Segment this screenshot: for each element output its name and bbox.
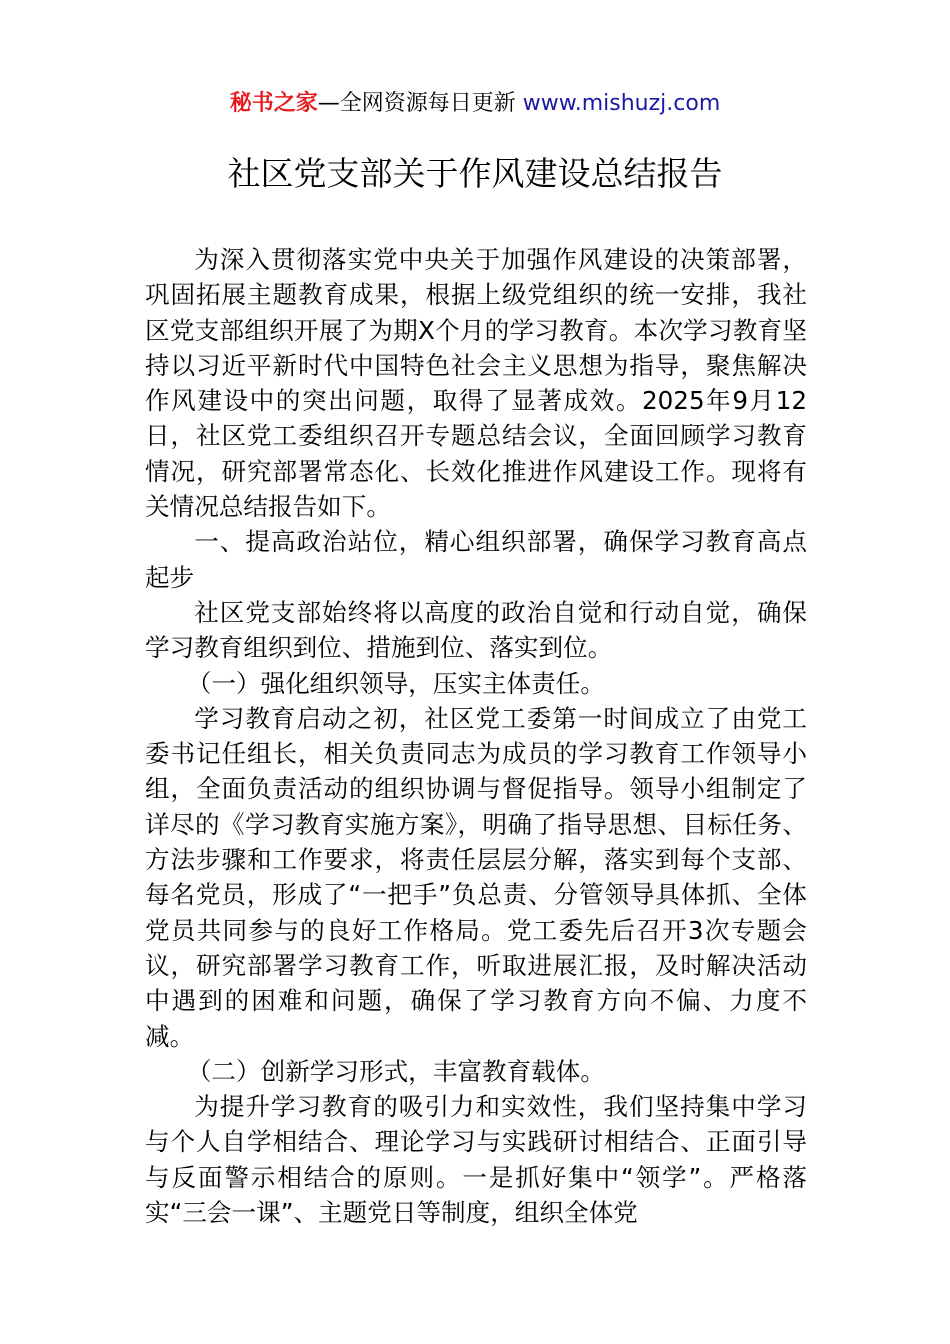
section-paragraph: 社区党支部始终将以高度的政治自觉和行动自觉，确保学习教育组织到位、措施到位、落实到位。 [145,597,807,663]
section-heading-1: 一、提高政治站位，精心组织部署，确保学习教育高点起步 [145,527,807,592]
header-url[interactable]: www.mishuzj.com [522,91,721,116]
site-header [0,88,950,120]
document-title: 社区党支部关于作风建设总结报告 [227,154,723,193]
subsection-paragraph-1: 学习教育启动之初，社区党工委第一时间成立了由党工委书记任组长，相关负责同志为成员的学习教育工作领导小组，全面负责活动的组织协调与督促指导。领导小组制定了详尽的《学习教育实施方案》，明确了指导思想、目标任务、方法步骤和工作要求，将责任层层分解，落实到每个支部、每名党员，形成了“一把手”负总责、分管领导具体抓、全体党员共同参与的良好工作格局。党工委先后召开3次专题会议，研究部署学习教育工作，听取进展汇报，及时解决活动中遇到的困难和问题，确保了学习教育方向不偏、力度不减。 [145,703,807,1051]
brand-name: 秘书之家 [229,91,318,116]
header-tagline: —全网资源每日更新 [317,91,516,116]
intro-paragraph: 为深入贯彻落实党中央关于加强作风建设的决策部署，巩固拓展主题教育成果，根据上级党组织的统一安排，我社区党支部组织开展了为期X个月的学习教育。本次学习教育坚持以习近平新时代中国特色社会主义思想为指导，聚焦解决作风建设中的突出问题，取得了显著成效。2025年9月12日，社区党工委组织召开专题总结会议，全面回顾学习教育情况，研究部署常态化、长效化推进作风建设工作。现将有关情况总结报告如下。 [145,245,807,522]
document-body [145,242,807,1230]
subsection-heading-1: （一）强化组织领导，压实主体责任。 [186,668,605,698]
subsection-paragraph-2: 为提升学习教育的吸引力和实效性，我们坚持集中学习与个人自学相结合、理论学习与实践研讨相结合、正面引导与反面警示相结合的原则。一是抓好集中“领学”。严格落实“三会一课”、主题党日等制度，组织全体党 [145,1092,807,1228]
subsection-heading-2: （二）创新学习形式，丰富教育载体。 [186,1056,605,1086]
